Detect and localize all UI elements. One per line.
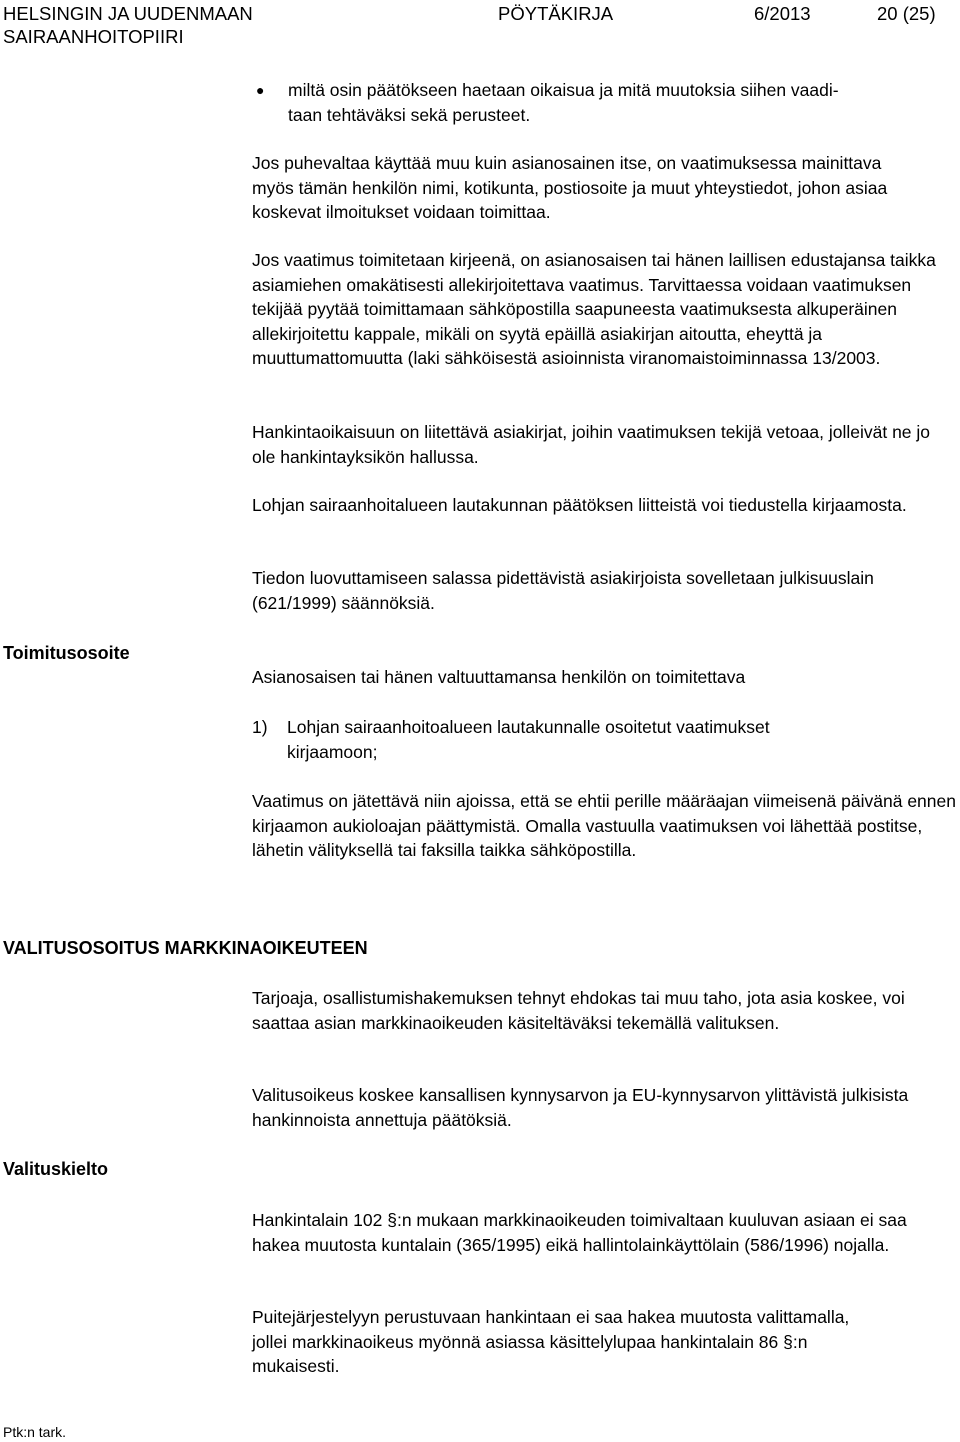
footer-continued: Ptk:n tark.	[3, 1424, 67, 1440]
paragraph-written-claim: Jos vaatimus toimitetaan kirjeenä, on asianosaisen tai hänen laillisen edustajansa taikka asiamiehen omakätisesti allekirjoitettava vaatimus. Tarvittaessa voidaan vaatimuksen tekijää pyytää toimittamaan sähköpostilla saapuneesta vaatimuksesta alkuperäinen allekirjoitettu kappale, mikäli on syytä epäillä asiakirjan aitoutta, eheyttä ja muuttumattomuutta (laki sähköisestä asioinnista viranomaistoiminnassa 13/2003.	[252, 250, 936, 368]
section-label-valituskielto: Valituskielto	[3, 1159, 109, 1179]
bullet-item	[288, 78, 958, 127]
list-item-line2: kirjaamoon;	[287, 741, 378, 762]
page-number: 20 (25)	[877, 3, 936, 24]
paragraph-threshold: Valitusoikeus koskee kansallisen kynnysarvon ja EU-kynnysarvon ylittävistä julkisista hankinnoista annettuja päätöksiä.	[252, 1085, 909, 1130]
document-type: PÖYTÄKIRJA	[498, 3, 614, 24]
paragraph-publicity: Tiedon luovuttamiseen salassa pidettävistä asiakirjoista sovelletaan julkisuuslain (621/1999) säännöksiä.	[252, 568, 874, 613]
issue-number: 6/2013	[754, 3, 811, 24]
paragraph-attachments: Hankintaoikaisuun on liitettävä asiakirjat, joihin vaatimuksen tekijä vetoaa, jolleivät ne jo ole hankintayksikön hallussa.	[252, 422, 931, 467]
section-heading-valitusosoitus: VALITUSOSOITUS MARKKINAOIKEUTEEN	[3, 938, 368, 958]
paragraph-deadline: Vaatimus on jätettävä niin ajoissa, että se ehtii perille määräajan viimeisenä päivänä ennen kirjaamon aukioloajan päättymistä. Omalla vastuulla vaatimuksen voi lähettää postitse, lähetin välityksellä tai faksilla taikka sähköpostilla.	[252, 791, 956, 860]
paragraph-delivery: Asianosaisen tai hänen valtuuttamansa henkilön on toimitettava	[252, 667, 746, 687]
org-name-line1: HELSINGIN JA UUDENMAAN	[3, 3, 253, 24]
numbered-list-item	[252, 715, 958, 764]
bullet-icon: ●	[256, 82, 265, 98]
paragraph-appeal-ban: Hankintalain 102 §:n mukaan markkinaoikeuden toimivaltaan kuuluvan asiaan ei saa hakea muutosta kuntalain (365/1995) eikä hallintolainkäyttölain (586/1996) nojalla.	[252, 1210, 907, 1255]
list-item-line1: Lohjan sairaanhoitoalueen lautakunnalle osoitetut vaatimukset	[287, 717, 770, 737]
org-name-line2: SAIRAANHOITOPIIRI	[3, 26, 184, 47]
paragraph-appeal-right: Tarjoaja, osallistumishakemuksen tehnyt ehdokas tai muu taho, jota asia koskee, voi saattaa asian markkinaoikeuden käsiteltäväksi tekemällä valituksen.	[252, 988, 905, 1033]
list-number: 1)	[252, 717, 268, 737]
paragraph-representative: Jos puhevaltaa käyttää muu kuin asianosainen itse, on vaatimuksessa mainittava myös tämän henkilön nimi, kotikunta, postiosoite ja muut yhteystiedot, johon asiaa koskevat ilmoitukset voidaan toimittaa.	[252, 153, 888, 222]
paragraph-inquiry: Lohjan sairaanhoitalueen lautakunnan päätöksen liitteistä voi tiedustella kirjaamosta.	[252, 495, 907, 515]
bullet-item-line1: miltä osin päätökseen haetaan oikaisua ja mitä muutoksia siihen vaadi-	[288, 80, 839, 100]
bullet-item-line2: taan tehtäväksi sekä perusteet.	[288, 104, 531, 125]
section-label-toimitusosoite: Toimitusosoite	[3, 643, 130, 663]
paragraph-framework: Puitejärjestelyyn perustuvaan hankintaan ei saa hakea muutosta valittamalla, jollei markkinaoikeus myönnä asiassa käsittelylupaa hankintalain 86 §:n mukaisesti.	[252, 1307, 850, 1376]
